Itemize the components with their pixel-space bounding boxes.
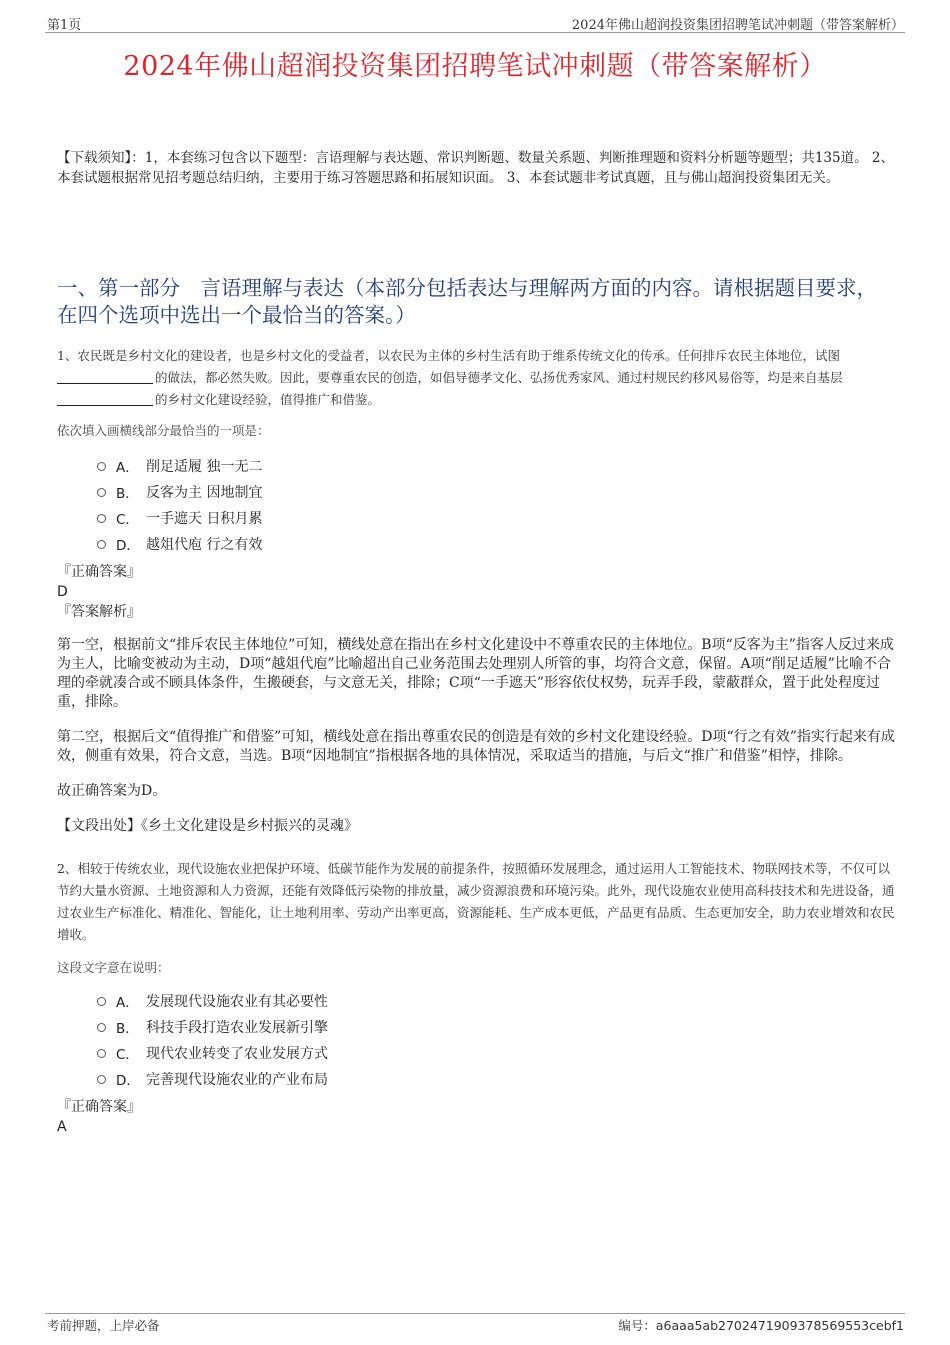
question-1-prompt: 依次填入画横线部分最恰当的一项是： <box>57 423 270 438</box>
correct-answer-label: 『正确答案』 <box>57 1099 141 1115</box>
radio-icon[interactable] <box>97 1075 106 1084</box>
question-1-stem: 1、农民既是乡村文化的建设者，也是乡村文化的受益者，以农民为主体的乡村生活有助于维系传统文化的传承。任何排斥农民主体地位，试图 的做法，都必然失败。因此，要尊重农民的创造，如倡导德孝文化、弘扬优秀家风、通过村规民约移风易俗等，均是来自基层 的乡村文化建设经验，值得推广和借鉴。 <box>57 348 843 407</box>
correct-answer-value: D <box>57 584 68 600</box>
analysis-paragraph: 第一空，根据前文“排斥农民主体地位”可知，横线处意在指出在乡村文化建设中不尊重农民的主体地位。B项“反客为主”指客人反过来成为主人，比喻变被动为主动，D项“越俎代庖”比喻超出自己业务范围去处理别人所管的事，均符合文意，保留。A项“削足适履”比喻不合理的牵就凑合或不顾具体条件，生搬硬套，与文意无关，排除；C项“一手遮天”形容依仗权势，玩弄手段，蒙蔽群众，置于此处程度过重，排除。 <box>57 637 894 710</box>
analysis-body <box>57 636 900 836</box>
radio-icon[interactable] <box>97 462 106 471</box>
option-a[interactable]: A． 发展现代设施农业有其必要性 <box>57 988 900 1014</box>
option-c[interactable]: C． 现代农业转变了农业发展方式 <box>57 1040 900 1066</box>
radio-icon[interactable] <box>97 1049 106 1058</box>
radio-icon[interactable] <box>97 514 106 523</box>
document-code: a6aaa5ab270247190937856955​3cebf1 <box>655 1318 904 1333</box>
footer-divider <box>45 1313 905 1314</box>
option-c[interactable]: C． 一手遮天 日积月累 <box>57 505 900 531</box>
footer-code: 编号：a6aaa5ab270247190937856955​3cebf1 <box>618 1318 904 1333</box>
source-citation: 【文段出处】《乡土文化建设是乡村振兴的灵魂》 <box>57 818 358 834</box>
footer-slogan: 考前押题，上岸必备 <box>47 1318 160 1333</box>
analysis-conclusion: 故正确答案为D。 <box>57 783 167 799</box>
analysis-label: 『答案解析』 <box>57 604 141 620</box>
radio-icon[interactable] <box>97 997 106 1006</box>
analysis-paragraph: 第二空，根据后文“值得推广和借鉴”可知，横线处意在指出尊重农民的创造是有效的乡村文化建设经验。D项“行之有效”指实行起来有成效，侧重有效果，符合文意，当选。B项“因地制宜”指根据各地的具体情况，采取适当的措施，与后文“推广和借鉴”相悖，排除。 <box>57 729 895 764</box>
correct-answer-value: A <box>57 1119 67 1135</box>
correct-answer-label: 『正确答案』 <box>57 564 141 580</box>
section-heading: 一、第一部分 言语理解与表达（本部分包括表达与理解两方面的内容。请根据题目要求，在四个选项中选出一个最恰当的答案。） <box>57 276 877 327</box>
option-b[interactable]: B． 科技手段打造农业发展新引擎 <box>57 1014 900 1040</box>
option-b[interactable]: B． 反客为主 因地制宜 <box>57 479 900 505</box>
answer-blank-2 <box>57 391 153 406</box>
page-number: 第1页 <box>47 18 82 33</box>
radio-icon[interactable] <box>97 488 106 497</box>
question-1 <box>57 345 900 411</box>
option-a[interactable]: A． 削足适履 独一无二 <box>57 453 900 479</box>
question-1-options <box>57 453 900 557</box>
document-title: 2024年佛山超润投资集团招聘笔试冲刺题（带答案解析） <box>123 51 827 82</box>
option-d[interactable]: D． 越俎代庖 行之有效 <box>57 531 900 557</box>
answer-blank-1 <box>57 369 153 384</box>
question-2-stem: 2、相较于传统农业，现代设施农业把保护环境、低碳节能作为发展的前提条件，按照循环发展理念，通过运用人工智能技术、物联网技术等，不仅可以节约大量水资源、土地资源和人力资源，还能有效降低污染物的排放量，减少资源浪费和环境污染。此外，现代设施农业使用高科技技术和先进设备，通过农业生产标准化、精准化、智能化，让土地利用率、劳动产出率更高，资源能耗、生产成本更低，产品更有品质、生态更加安全，助力农业增效和农民增收。 <box>57 861 895 942</box>
question-2-options <box>57 988 900 1092</box>
radio-icon[interactable] <box>97 1023 106 1032</box>
question-2-prompt: 这段文字意在说明： <box>57 960 170 975</box>
download-notice: 【下载须知】：1，本套练习包含以下题型：言语理解与表达题、常识判断题、数量关系题、判断推理题和资料分析题等题型；共135道。 2、本套试题根据常见招考题总结归纳，主要用于练习答题思路和拓展知识面。 3、本套试题非考试真题，且与佛山超润投资集团无关。 <box>57 150 894 186</box>
header-divider <box>45 32 905 33</box>
radio-icon[interactable] <box>97 540 106 549</box>
header-doc-title: 2024年佛山超润投资集团招聘笔试冲刺题（带答案解析） <box>571 18 904 33</box>
option-d[interactable]: D． 完善现代设施农业的产业布局 <box>57 1066 900 1092</box>
question-2 <box>57 858 900 946</box>
